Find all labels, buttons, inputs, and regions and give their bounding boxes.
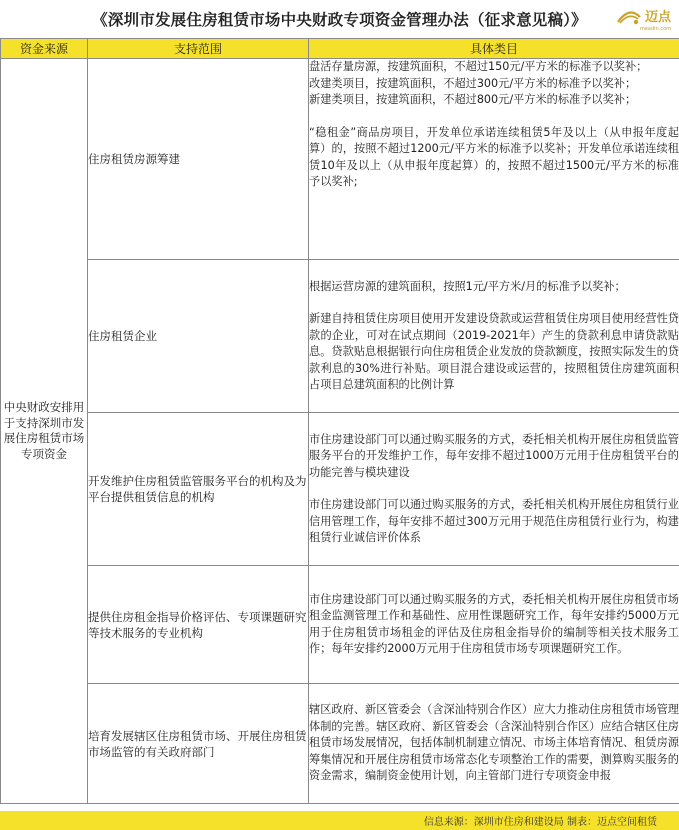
detail-paragraph: 市住房建设部门可以通过购买服务的方式，委托相关机构开展住房租赁监管服务平台的开发维护工作，每年安排不超过1000万元用于住房租赁平台的功能完善与模块建设 (309, 432, 679, 479)
paragraph-spacer (309, 481, 679, 497)
column-header-source: 资金来源 (1, 39, 88, 59)
detail-paragraph: 市住房建设部门可以通过购买服务的方式，委托相关机构开展住房租赁行业信用管理工作，每年安排不超过300万元用于规范住房租赁行业行为，构建租赁行业诚信评价体系 (309, 498, 679, 544)
table-row (1, 59, 679, 260)
detail-paragraph: 新建自持租赁住房项目使用开发建设贷款或运营租赁住房项目使用经营性贷款的企业，可对在试点期间（2019-2021年）产生的贷款利息申请贷款贴息。贷款贴息根据银行向住房租赁企业发放的贷款额度，按照实际发生的贷款利息的30%进行补贴。项目混合建设或运营的，按照租赁住房建筑面积占项目总建筑面积的比例计算 (309, 312, 679, 391)
fund-source-cell: 中央财政安排用于支持深圳市发展住房租赁市场专项资金 (1, 59, 88, 804)
paragraph-spacer (309, 295, 679, 311)
source-footer: 信息来源：深圳市住房和建设局 制表：迈点空间租赁 (0, 811, 679, 830)
table-header-row (1, 39, 679, 59)
scope-cell: 提供住房租金指导价格评估、专项课题研究等技术服务的专业机构 (88, 566, 309, 684)
detail-paragraph: 新建类项目，按建筑面积，不超过800元/平方米的标准予以奖补； (309, 93, 637, 106)
details-cell (309, 684, 679, 804)
details-cell (309, 566, 679, 684)
detail-paragraph: 市住房建设部门可以通过购买服务的方式，委托相关机构开展住房租赁市场租金监测管理工作和基础性、应用性课题研究工作，每年安排约5000万元用于住房租赁市场租金的评估及住房租金指导价的编制等相关技术服务工作；每年安排约2000万元用于住房租赁市场专项课题研究工作。 (309, 592, 679, 655)
details-cell (309, 413, 679, 566)
details-cell (309, 59, 679, 260)
detail-paragraph: 辖区政府、新区管委会（含深汕特别合作区）应大力推动住房租赁市场管理体制的完善。辖区政府、新区管委会（含深汕特别合作区）应结合辖区住房租赁市场发展情况，包括体制机制建立情况、市场主体培育情况、租赁房源筹集情况和开展住房租赁市场常态化专项整治工作的需要，测算购买服务的资金需求，编制资金使用计划，向主管部门进行专项资金申报 (309, 703, 679, 783)
logo-subtext: meadin.com (639, 26, 671, 32)
detail-paragraph: 根据运营房源的建筑面积，按照1元/平方米/月的标准予以奖补； (309, 279, 626, 293)
detail-paragraph: “稳租金”商品房项目，开发单位承诺连续租赁5年及以上（从申报年度起算）的，按照不超过1200元/平方米的标准予以奖补；开发单位承诺连续租赁10年及以上（从申报年度起算）的，按照不超过1500元/平方米的标准予以奖补; (309, 125, 679, 188)
logo-text: 迈点 (644, 9, 671, 25)
document-title: 《深圳市发展住房租赁市场中央财政专项资金管理办法（征求意见稿）》 (92, 11, 587, 29)
paragraph-spacer (309, 109, 679, 125)
scope-cell: 住房租赁房源筹建 (88, 59, 309, 260)
scope-cell: 培育发展辖区住房租赁市场、开展住房租赁市场监管的有关政府部门 (88, 684, 309, 804)
table-row (1, 413, 679, 566)
table-row (1, 684, 679, 804)
details-cell (309, 260, 679, 413)
brand-logo (616, 8, 671, 32)
table-row (1, 260, 679, 413)
detail-paragraph: 改建类项目，按建筑面积，不超过300元/平方米的标准予以奖补； (309, 76, 637, 90)
column-header-scope: 支持范围 (88, 39, 309, 59)
detail-paragraph: 盘活存量房源，按建筑面积，不超过150元/平方米的标准予以奖补； (309, 60, 648, 73)
table-row (1, 566, 679, 684)
scope-cell: 开发维护住房租赁监管服务平台的机构及为平台提供租赁信息的机构 (88, 413, 309, 566)
logo-mark-icon (616, 8, 642, 26)
scope-cell: 住房租赁企业 (88, 260, 309, 413)
policy-table (0, 38, 679, 804)
column-header-details: 具体类目 (309, 39, 679, 59)
